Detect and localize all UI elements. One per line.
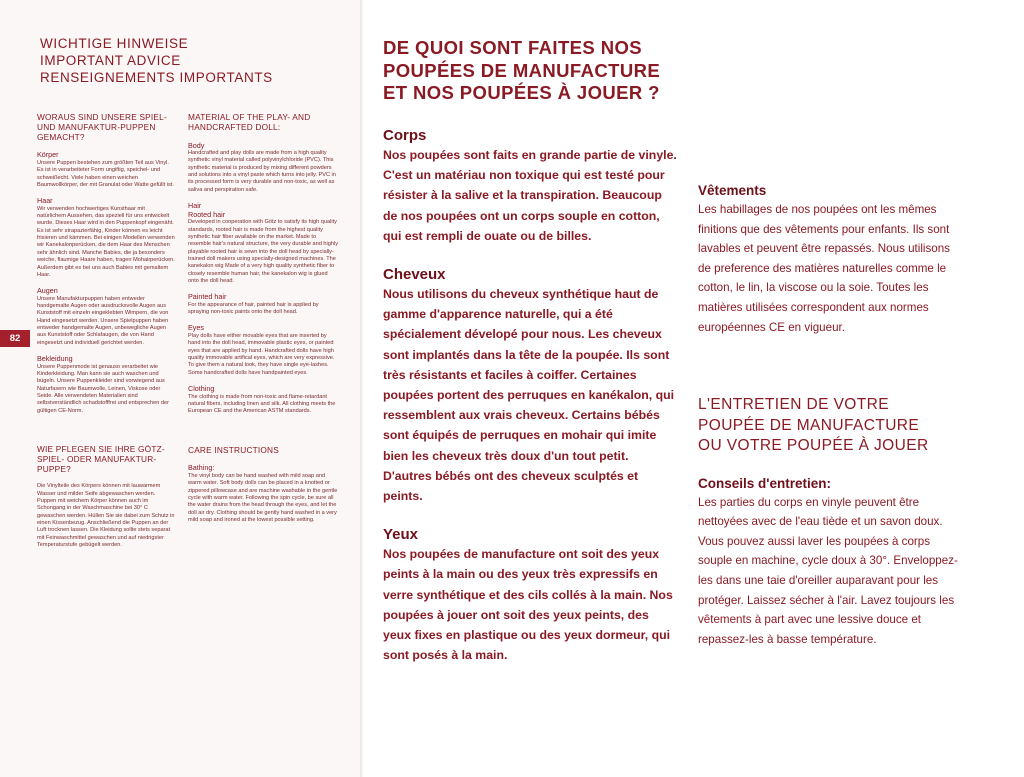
english-care-heading: CARE INSTRUCTIONS bbox=[188, 444, 279, 455]
english-section-text: Handcrafted and play dolls are made from a high quality synthetic vinyl material called polyvinylchloride (PVC). This synthetic material is produced by mixing different powders and solutions into a vinyl paste which turns into jelly. PVC in its processed form is very durable and non-toxic, as well as saliva and perspiration safe. bbox=[188, 150, 336, 193]
german-care-heading: WIE PFLEGEN SIE IHRE GÖTZ-SPIEL- ODER MANUFAKTUR-PUPPE? bbox=[37, 444, 165, 474]
english-section-title: Rooted hair bbox=[188, 209, 226, 219]
english-section-text: The clothing is made from non-toxic and flame-retardant natural fibers, including linen and silk. All clothing meets the European CE and the American ASTM standards. bbox=[188, 393, 336, 415]
english-section-text: Play dolls have either movable eyes that are inserted by hand into the doll head, immovable plastic eyes, or painted eyes that are applied by hand. Handcrafted dolls have high quality immovable artifical eyes, which are very expressive. To give them a natural look, they have single eye-lashes. Some handcrafted dolls have handpainted eyes. bbox=[188, 332, 335, 376]
english-section-text: For the appearance of hair, painted hair is applied by spraying non-toxic paints onto the doll head. bbox=[188, 301, 319, 316]
title-line-german: WICHTIGE HINWEISE bbox=[40, 36, 189, 51]
german-section-text: Unsere Manufakturpuppen haben entweder handgemalte Augen oder ausdrucksvolle Augen aus Kunststoff mit einzeln eingeklebten Wimpern, die von Hand eingesetzt werden. Unsere Spielpuppen haben entweder handgemalte Augen, unbewegliche Augen aus Kunststoff oder Schlafaugen, die von Hand eingesetzt und individuell gerichtet werden. bbox=[37, 295, 169, 346]
french-title bbox=[383, 37, 703, 105]
title-line-english: IMPORTANT ADVICE bbox=[40, 53, 181, 68]
english-section-title: Painted hair bbox=[188, 292, 227, 302]
english-section-text: Developed in cooperation with Götz to satisfy its high quality standards, rooted hair is made from the highest quality synthetic hair fiber available on the market. Made to resemble hair's natural structure, the very durable and highly playable rooted hair is sewn into the doll head by specially-trained doll makers using specially-designed machines. The kanekalon wig Made of a very high quality synthetic fiber to closely resemble human hair, the kanekalon wig is glued onto the doll head. bbox=[188, 219, 339, 284]
corps-heading: Corps bbox=[383, 127, 427, 144]
conseils-heading: Conseils d'entretien: bbox=[698, 475, 831, 491]
english-section-title: Hair bbox=[188, 201, 202, 211]
vetements-text: Les habillages de nos poupées ont les mêmes finitions que des vêtements pour enfants. Ils sont lavables et peuvent être repassés. Nous utilisons de preference des matières naturelles comme le cotton, le lin, la viscose ou la soie. Toutes les matières utilisées correspondent aux normes européennes CE en vigueur. bbox=[698, 203, 950, 334]
cheveux-heading: Cheveux bbox=[383, 266, 446, 284]
title-line-french: RENSEIGNEMENTS IMPORTANTS bbox=[40, 70, 273, 85]
english-section-title: Clothing bbox=[188, 384, 215, 393]
english-section-title: Eyes bbox=[188, 323, 204, 333]
french-title-line: POUPÉES DE MANUFACTURE bbox=[383, 59, 661, 81]
english-section-title: Body bbox=[188, 140, 205, 150]
cheveux-text: Nous utilisons du cheveux synthétique haut de gamme d'apparence naturelle, qui a été spécialement dévelopé pour nous. Les cheveux sont implantés dans la tête de la poupée. Ils sont très résistants et faciles à coiffer. Certaines poupées portent des perruques en kanékalon, qui ressemblent aux vrais cheveux. Certains bébés sont équipés de perruques en mohair qui imite bien les cheveux très doux d'un tout petit. D'autres bébés ont des cheveux sculptés et peints. bbox=[383, 287, 675, 504]
french-column-right bbox=[698, 181, 964, 649]
german-column bbox=[37, 113, 175, 550]
german-heading: WORAUS SIND UNSERE SPIEL- UND MANUFAKTUR-PUPPEN GEMACHT? bbox=[37, 112, 167, 142]
german-section-text: Wir verwenden hochwertiges Kunsthaar mit natürlichem Aussehen, das speziell für uns entwickelt wurde. Dieses Haar wird in den Puppenkopf eingenäht. Es ist sehr strapazierfähig, Kinder können es leicht frisieren und kämmen. Bei einigen Modellen verwenden wir Kanekalonperücken, die dem Haar des Menschen sehr ähnlich sind. Manche Babies, die ja besonders weiche, flaumige Haare haben, tragen Mohairperücken. Außerdem gibt es bei uns auch Babies mit gemaltem Haar. bbox=[37, 205, 175, 278]
english-care-subheading: Bathing: bbox=[188, 463, 215, 473]
german-section-text: Unsere Puppen bestehen zum größten Teil aus Vinyl. Es ist in verarbeiteter Form ungiftig, speichel- und schweißecht. Viele haben einen weichen Baumwollkörper, der mit Granulat oder Watte gefüllt ist. bbox=[37, 159, 174, 188]
page-number: 82 bbox=[0, 330, 30, 347]
english-care-text: The vinyl body can be hand washed with mild soap and warm water. Soft body dolls can be placed in a knotted or zippered pillowcase and are machine washable in the gentle cycle with warm water. Following the spin cycle, be sure all the water drains from the head through the eyes, and let the doll air dry. Clothing should be gently hand washed in a very mild soap and ironed at the lowest possible setting. bbox=[188, 472, 338, 523]
german-section-title: Bekleidung bbox=[37, 354, 73, 364]
entretien-title bbox=[698, 395, 964, 457]
english-heading: MATERIAL OF THE PLAY- AND HANDCRAFTED DOLL: bbox=[188, 112, 311, 132]
german-section-title: Körper bbox=[37, 150, 59, 160]
german-section-title: Augen bbox=[37, 286, 58, 296]
german-section-text: Unsere Puppenmode ist genauso verarbeitet wie Kinderkleidung. Man kann sie auch waschen und bügeln. Unsere Puppenkleider sind vorwiegend aus Naturfasern wie Baumwolle, Leinen, Viskose oder Seide. Alle verwendeten Materialien sind selbstverständlich schadstofffrei und entsprechen der gültigen CE-Norm. bbox=[37, 363, 169, 414]
german-care-text: Die Vinylteile des Körpers können mit lauwarmem Wasser und milder Seife abgewaschen werden. Puppen mit weichem Körper können auch im Schongang in der Waschmaschine bei 30° C gewaschen werden. Hüllen Sie sie dabei zum Schutz in einen Kissenbezug. Anschließend die Puppen an der Luft trocknen lassen. Die Kleidung sollte stets separat mit Feinwaschmittel gewaschen und auf niedrigster Temperaturstufe gebügelt werden. bbox=[37, 483, 175, 549]
entretien-title-line: L'ENTRETIEN DE VOTRE bbox=[698, 396, 889, 414]
conseils-text: Les parties du corps en vinyle peuvent être nettoyées avec de l'eau tiède et un savon doux. Vous pouvez aussi laver les poupées à corps souple en machine, cycle doux à 30°. Enveloppez-les dans une taie d'oreiller auparavant pour les protéger. Laissez sécher à l'air. Lavez toujours les vêtements à part avec une lessive douce et repassez-les à basse température. bbox=[698, 495, 958, 646]
german-section-title: Haar bbox=[37, 196, 53, 206]
entretien-title-line: OU VOTRE POUPÉE À JOUER bbox=[698, 437, 929, 455]
vetements-heading: Vêtements bbox=[698, 183, 767, 198]
yeux-heading: Yeux bbox=[383, 526, 419, 544]
yeux-text: Nos poupées de manufacture ont soit des yeux peints à la main ou des yeux très expressifs en verre synthétique et des cils collés à la main. Nos poupées à jouer ont soit des yeux peints, des yeux fixes en plastique ou des yeux dormeur, qui sont posés à la main. bbox=[383, 547, 673, 663]
english-column bbox=[188, 113, 338, 524]
french-title-line: DE QUOI SONT FAITES NOS bbox=[383, 37, 642, 58]
left-page-title bbox=[40, 35, 340, 86]
french-title-line: ET NOS POUPÉES À JOUER ? bbox=[383, 82, 660, 103]
entretien-title-line: POUPÉE DE MANUFACTURE bbox=[698, 416, 920, 434]
corps-text: Nos poupées sont faits en grande partie de vinyle. C'est un matériau non toxique qui est testé pour résister à la salive et la transpiration. Beaucoup de nos poupées ont un corps souple en cotton, qui est rempli de ouate ou de billes. bbox=[383, 148, 677, 243]
french-column-left bbox=[383, 126, 679, 684]
page-fold bbox=[360, 0, 364, 777]
